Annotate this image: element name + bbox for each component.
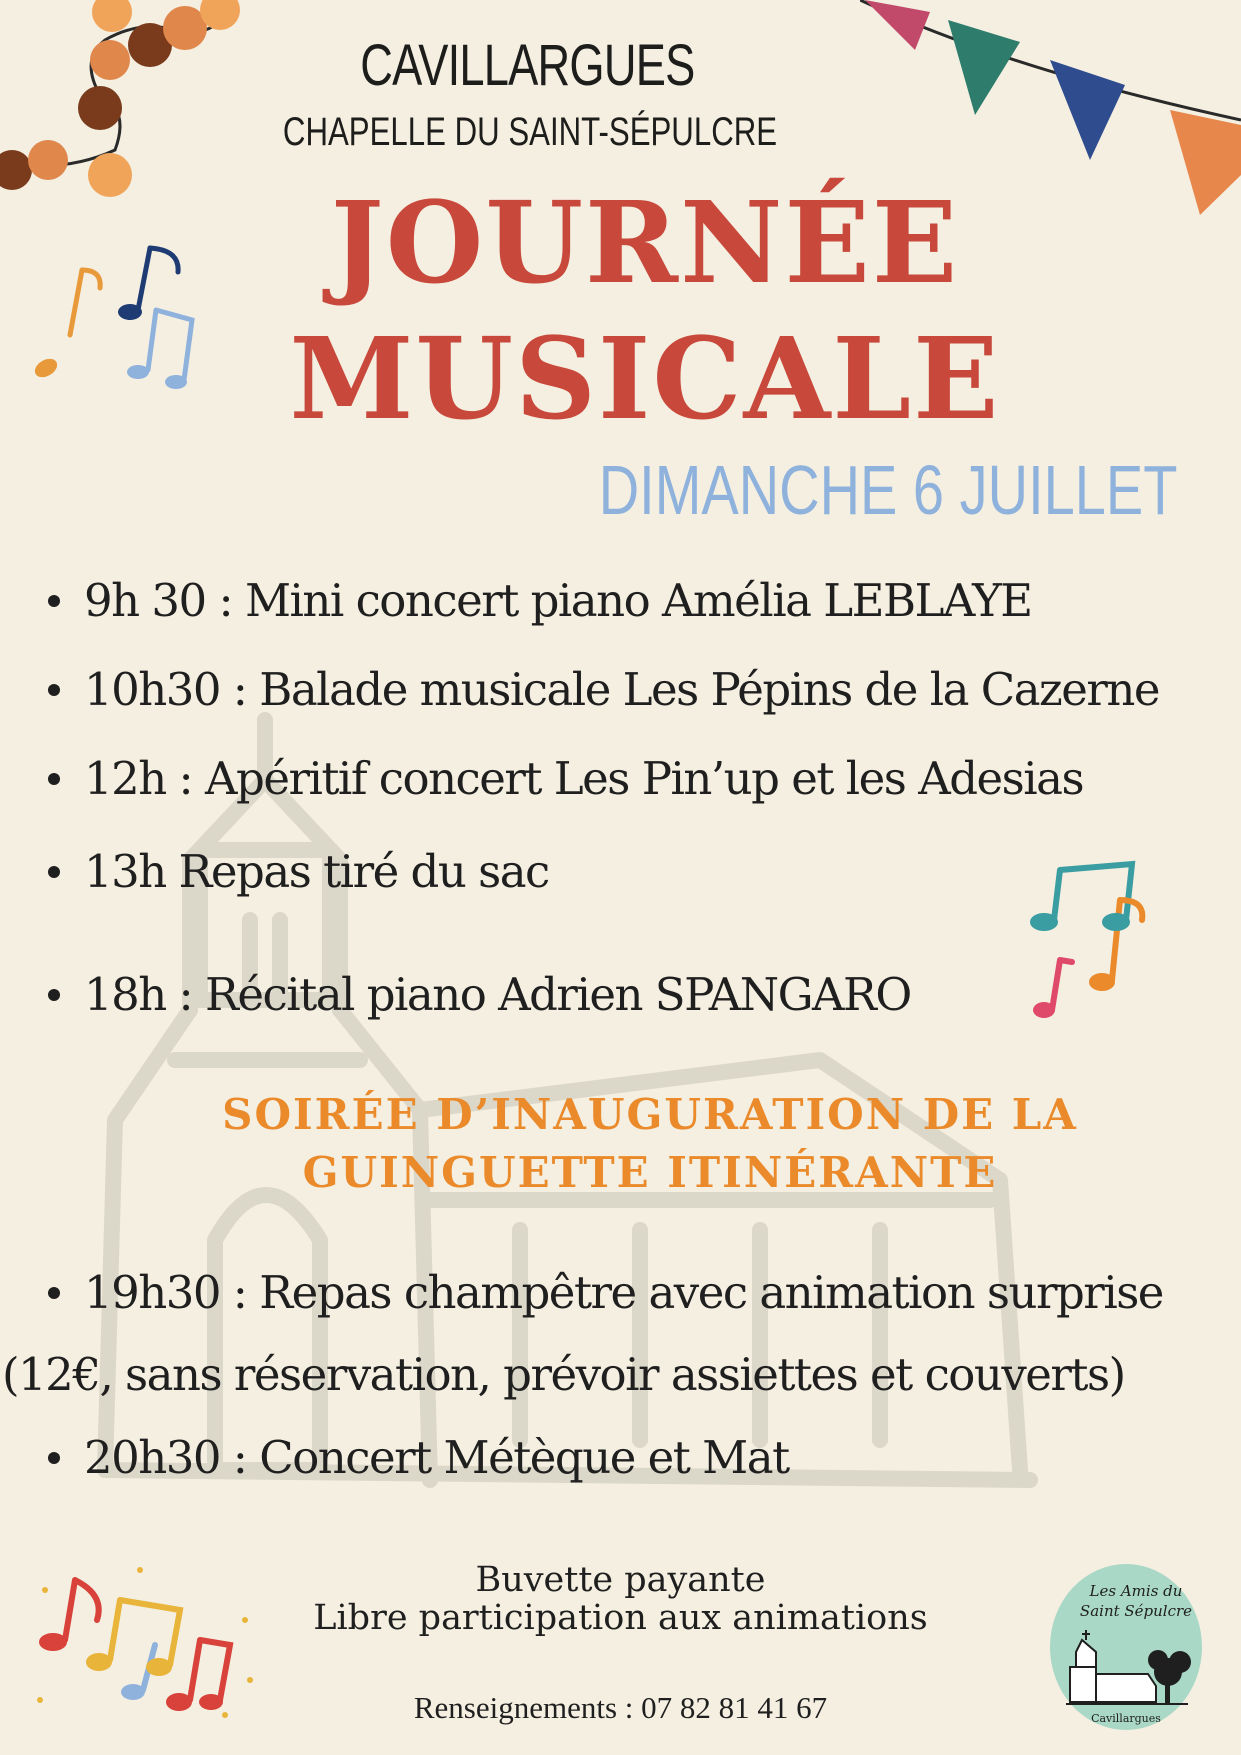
programme-item-text: 10h30 : Balade musicale Les Pépins de la Cazerne <box>84 663 1159 716</box>
bullet-icon <box>48 773 60 785</box>
contact-phone: Renseignements : 07 82 81 41 67 <box>413 1690 828 1725</box>
bullet-icon <box>48 1452 60 1464</box>
soiree-heading-line-2: GUINGUETTE ITINÉRANTE <box>302 1148 998 1197</box>
logo-line1: Les Amis du <box>1089 1582 1183 1600</box>
programme-item-text: 20h30 : Concert Métèque et Mat <box>84 1431 789 1484</box>
music-notes-icon <box>1020 850 1180 1020</box>
title-line-2: MUSICALE <box>289 314 1001 445</box>
programme-item <box>48 1431 789 1484</box>
town-name: CAVILLARGUES <box>360 33 695 98</box>
programme-item-text: 13h Repas tiré du sac <box>84 845 549 898</box>
programme-item <box>48 752 1083 805</box>
programme-item <box>48 845 549 898</box>
programme-item <box>48 968 911 1021</box>
programme-item-text: 19h30 : Repas champêtre avec animation surprise <box>84 1266 1163 1319</box>
bullet-icon <box>48 989 60 1001</box>
programme-item-text: 12h : Apéritif concert Les Pin’up et les Adesias <box>84 752 1084 805</box>
bullet-icon <box>48 866 60 878</box>
bullet-icon <box>48 1287 60 1299</box>
chapel-name: CHAPELLE DU SAINT-SÉPULCRE <box>282 110 778 154</box>
soiree-heading-line-1: SOIRÉE D’INAUGURATION DE LA <box>222 1090 1078 1139</box>
bullet-icon <box>48 595 60 607</box>
programme-item <box>48 574 1032 627</box>
bullet-icon <box>48 684 60 696</box>
logo-line2: Saint Sépulcre <box>1079 1602 1193 1620</box>
event-date: DIMANCHE 6 JUILLET <box>598 451 1177 529</box>
participation-note: Libre participation aux animations <box>313 1598 928 1638</box>
programme-item-text: 18h : Récital piano Adrien SPANGARO <box>84 968 911 1021</box>
programme-item-text: 9h 30 : Mini concert piano Amélia LEBLAYE <box>84 574 1032 627</box>
programme-item-detail: (12€, sans réservation, prévoir assiettes et couverts) <box>2 1348 1125 1401</box>
logo-line3: Cavillargues <box>1091 1712 1161 1725</box>
buvette-note: Buvette payante <box>475 1560 766 1600</box>
programme-item <box>48 663 1159 716</box>
programme-item <box>48 1266 1163 1319</box>
title-line-1: JOURNÉE <box>330 178 960 309</box>
